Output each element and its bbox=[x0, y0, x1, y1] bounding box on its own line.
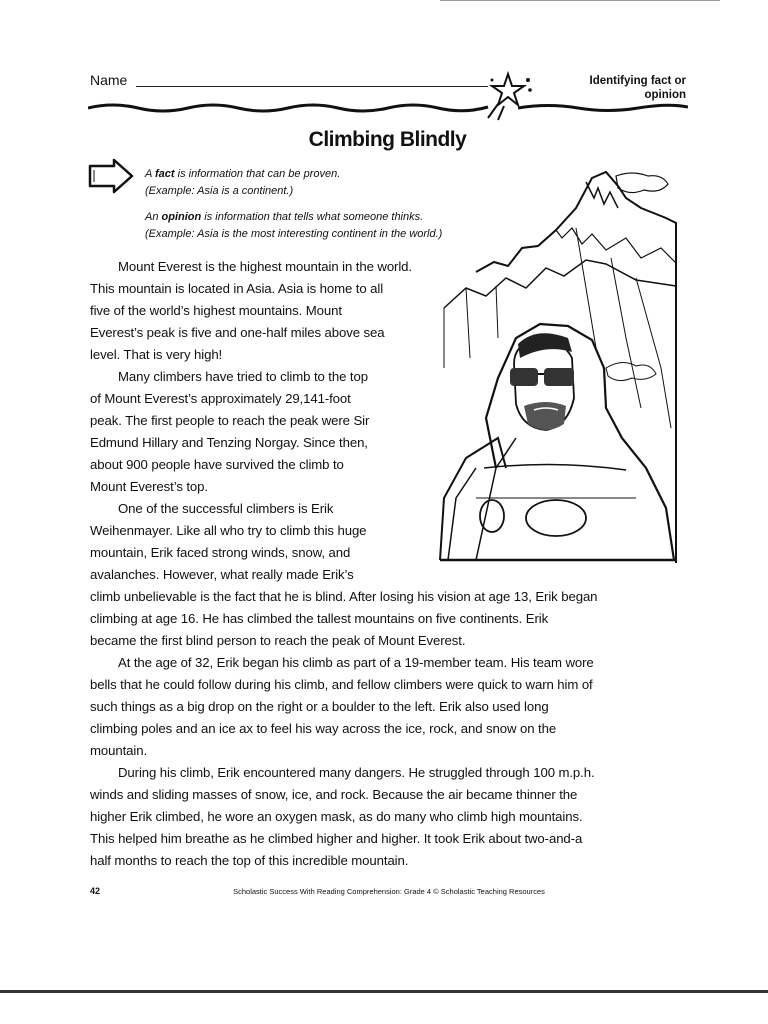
footer-credit: Scholastic Success With Reading Comprehension: Grade 4 © Scholastic Teaching Resources bbox=[233, 887, 545, 896]
arrow-right-icon bbox=[88, 158, 136, 198]
passage-line: This mountain is located in Asia. Asia is home to all bbox=[90, 281, 384, 296]
passage-line: five of the world’s highest mountains. Mount bbox=[90, 303, 342, 318]
passage-line: of Mount Everest’s approximately 29,141-foot bbox=[90, 391, 351, 406]
page-number: 42 bbox=[90, 886, 101, 896]
passage-line: climbing at age 16. He has climbed the tallest mountains on five continents. Erik bbox=[90, 611, 549, 626]
passage-line: Everest’s peak is five and one-half miles above sea bbox=[90, 325, 385, 340]
passage-line: bells that he could follow during his climb, and fellow climbers were quick to warn him of bbox=[90, 677, 593, 692]
passage-line: mountain. bbox=[90, 743, 148, 758]
name-label: Name bbox=[90, 72, 128, 88]
passage-line: half months to reach the top of this incredible mountain. bbox=[90, 853, 409, 868]
name-field[interactable] bbox=[90, 72, 500, 92]
passage-line: During his climb, Erik encountered many dangers. He struggled through 100 m.p.h. bbox=[118, 765, 595, 780]
page-title: Climbing Blindly bbox=[308, 128, 467, 151]
fact-example: (Example: Asia is a continent.) bbox=[145, 185, 294, 197]
passage-line: mountain, Erik faced strong winds, snow, and bbox=[90, 545, 351, 560]
opinion-definition: An opinion is information that tells what someone thinks. (Example: Asia is the most interesting continent in the world.) bbox=[145, 209, 442, 243]
passage-line: higher Erik climbed, he wore an oxygen mask, as do many who climb high mountains. bbox=[90, 809, 583, 824]
passage-line: avalanches. However, what really made Erik’s bbox=[90, 567, 354, 582]
passage-line: One of the successful climbers is Erik bbox=[118, 501, 334, 516]
passage-line: Mount Everest’s top. bbox=[90, 479, 208, 494]
skill-label: Identifying fact or opinion bbox=[589, 75, 686, 101]
passage-line: Edmund Hillary and Tenzing Norgay. Since then, bbox=[90, 435, 368, 450]
passage-line: level. That is very high! bbox=[90, 347, 223, 362]
passage-line: winds and sliding masses of snow, ice, and rock. Because the air became thinner the bbox=[90, 787, 578, 802]
fact-definition: A fact is information that can be proven. (Example: Asia is a continent.) bbox=[145, 166, 340, 200]
passage-line: Many climbers have tried to climb to the top bbox=[118, 369, 368, 384]
passage-line: This helped him breathe as he climbed higher and higher. It took Erik about two-and-a bbox=[90, 831, 583, 846]
shooting-star-icon bbox=[484, 70, 544, 122]
passage-line: At the age of 32, Erik began his climb as part of a 19-member team. His team wore bbox=[118, 655, 594, 670]
passage-line: Weihenmayer. Like all who try to climb this huge bbox=[90, 523, 367, 538]
bottom-edge-rule bbox=[0, 990, 768, 993]
passage-line: about 900 people have survived the climb to bbox=[90, 457, 344, 472]
passage-line: climb unbelievable is the fact that he is blind. After losing his vision at age 13, Erik began bbox=[90, 589, 598, 604]
opinion-example: (Example: Asia is the most interesting continent in the world.) bbox=[145, 228, 443, 240]
name-blank-line[interactable] bbox=[136, 86, 488, 87]
top-edge-rule bbox=[440, 0, 720, 1]
passage-line: Mount Everest is the highest mountain in the world. bbox=[118, 259, 412, 274]
climber-illustration bbox=[436, 168, 686, 568]
passage-line: became the first blind person to reach the peak of Mount Everest. bbox=[90, 633, 466, 648]
passage-line: climbing poles and an ice ax to feel his way across the ice, rock, and snow on the bbox=[90, 721, 557, 736]
header-wave-divider bbox=[88, 100, 688, 114]
passage-line: peak. The first people to reach the peak were Sir bbox=[90, 413, 370, 428]
passage-line: such things as a big drop on the right or a boulder to the left. Erik also used long bbox=[90, 699, 549, 714]
